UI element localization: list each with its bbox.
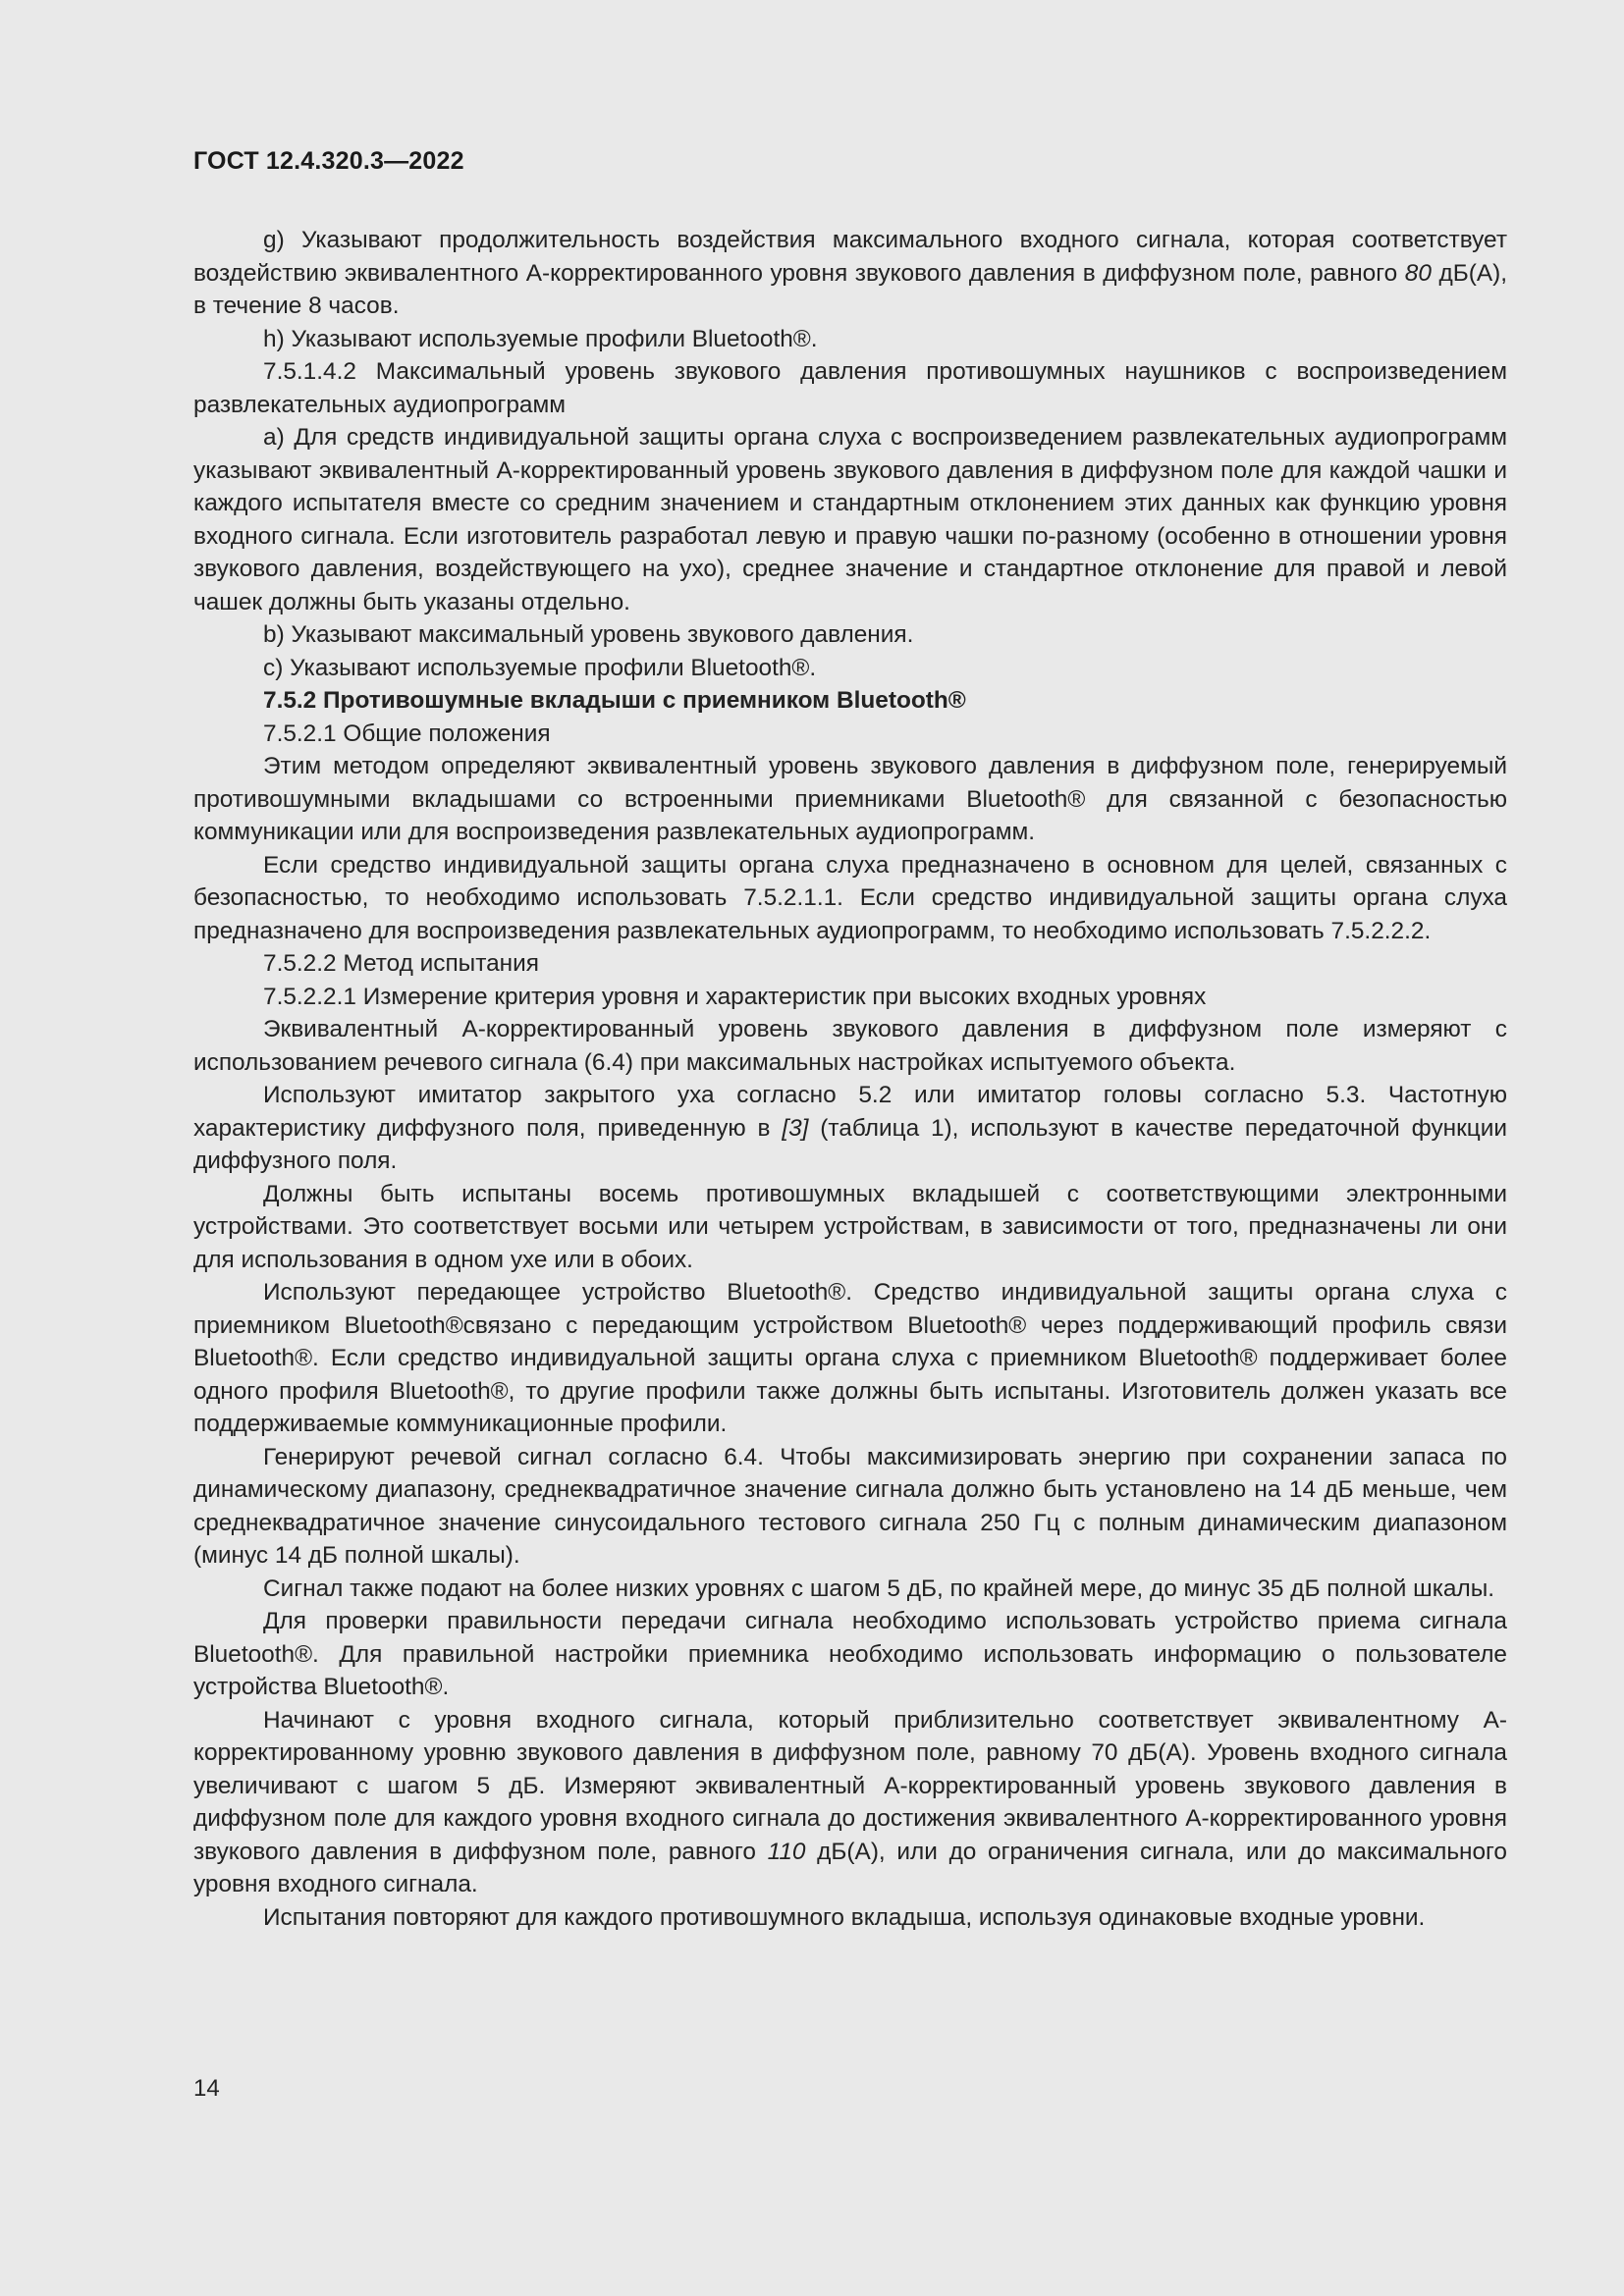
text-fragment: 7.5.1.4.2 Максимальный уровень звукового давления противошумных наушников с воспроизведением развлекательных аудиопрограмм	[193, 358, 1507, 418]
document-body	[193, 224, 1507, 1934]
text-fragment: b) Указывают максимальный уровень звукового давления.	[263, 621, 914, 648]
paragraph-check-transmission	[193, 1605, 1507, 1704]
text-fragment: h) Указывают используемые профили Bluetooth®.	[263, 325, 818, 352]
paragraph-speech-signal	[193, 1013, 1507, 1079]
text-fragment: дБ(А), в течение 8 часов.	[193, 259, 1507, 319]
text-fragment: (таблица 1), используют в качестве передаточной функции диффузного поля.	[193, 1114, 1507, 1174]
text-fragment: Испытания повторяют для каждого противошумного вкладыша, используя одинаковые входные уровни.	[263, 1903, 1426, 1931]
paragraph-clause-7-5-2-2-1	[193, 981, 1507, 1014]
text-fragment: Сигнал также подают на более низких уровнях с шагом 5 дБ, по крайней мере, до минус 35 дБ полной шкалы.	[263, 1575, 1495, 1602]
text-fragment: Этим методом определяют эквивалентный уровень звукового давления в диффузном поле, генерируемый противошумными вкладышами со встроенными приемниками Bluetooth® для связанной с безопасностью коммуникации или для воспроизведения развлекательных аудиопрограмм.	[193, 753, 1507, 845]
paragraph-c-profiles	[193, 652, 1507, 685]
paragraph-eight-plugs	[193, 1178, 1507, 1277]
paragraph-b-max-level	[193, 618, 1507, 652]
text-fragment: 7.5.2.2.1 Измерение критерия уровня и характеристик при высоких входных уровнях	[263, 983, 1207, 1010]
paragraph-a-entertainment	[193, 421, 1507, 618]
text-fragment: Для проверки правильности передачи сигнала необходимо использовать устройство приема сигнала Bluetooth®. Для правильной настройки приемника необходимо использовать информацию о пользователе устройства Bluetooth®.	[193, 1608, 1507, 1700]
text-fragment: Используют передающее устройство Bluetooth®. Средство индивидуальной защиты органа слуха с приемником Bluetooth®связано с передающим устройством Bluetooth® через поддерживающий профиль связи Bluetooth®. Если средство индивидуальной защиты органа слуха с приемником Bluetooth® поддерживает более одного профиля Bluetooth®, то другие профили также должны быть испытаны. Изготовитель должен указать все поддерживаемые коммуникационные профили.	[193, 1279, 1507, 1437]
paragraph-clause-7-5-2-1	[193, 718, 1507, 751]
text-fragment: c) Указывают используемые профили Bluetooth®.	[263, 654, 817, 681]
paragraph-clause-7-5-2	[193, 684, 1507, 718]
text-fragment: Используют имитатор закрытого уха согласно 5.2 или имитатор головы согласно 5.3. Частотную характеристику диффузного поля, приведенную в	[193, 1082, 1507, 1142]
text-fragment: a) Для средств индивидуальной защиты органа слуха с воспроизведением развлекательных аудиопрограмм указывают эквивалентный А-корректированный уровень звукового давления в диффузном поле для каждой чашки и каждого испытателя вместе со средним значением и стандартным отклонением этих данных как функцию уровня входного сигнала. Если изготовитель разработал левую и правую чашки по-разному (особенно в отношении уровня звукового давления, воздействующего на ухо), среднее значение и стандартное отклонение для правой и левой чашек должны быть указаны отдельно.	[193, 424, 1507, 615]
paragraph-generate-speech	[193, 1441, 1507, 1573]
paragraph-method-intro	[193, 750, 1507, 849]
paragraph-simulator	[193, 1079, 1507, 1178]
italic-fragment: [3]	[782, 1114, 809, 1142]
paragraph-transmitter	[193, 1276, 1507, 1441]
text-fragment: Должны быть испытаны восемь противошумных вкладышей с соответствующими электронными устройствами. Это соответствует восьми или четырем устройствам, в зависимости от того, предназначены ли они для использования в одном ухе или в обоих.	[193, 1180, 1507, 1273]
text-fragment: 7.5.2 Противошумные вкладыши с приемником Bluetooth®	[263, 687, 966, 714]
page-number: 14	[193, 2075, 220, 2102]
text-fragment: Если средство индивидуальной защиты органа слуха предназначено в основном для целей, связанных с безопасностью, то необходимо использовать 7.5.2.1.1. Если средство индивидуальной защиты органа слуха предназначено для воспроизведения развлекательных аудиопрограмм, то необходимо использовать 7.5.2.2.2.	[193, 851, 1507, 944]
italic-fragment: 110	[767, 1838, 806, 1865]
paragraph-start-level	[193, 1704, 1507, 1901]
paragraph-g-duration	[193, 224, 1507, 323]
text-fragment: 7.5.2.2 Метод испытания	[263, 950, 539, 977]
paragraph-repeat-tests	[193, 1901, 1507, 1935]
text-fragment: 7.5.2.1 Общие положения	[263, 720, 551, 747]
text-fragment: Генерируют речевой сигнал согласно 6.4. Чтобы максимизировать энергию при сохранении запаса по динамическому диапазону, среднеквадратичное значение сигнала должно быть установлено на 14 дБ меньше, чем среднеквадратичное значение синусоидального тестового сигнала 250 Гц с полным динамическим диапазоном (минус 14 дБ полной шкалы).	[193, 1443, 1507, 1569]
text-fragment: Эквивалентный А-корректированный уровень звукового давления в диффузном поле измеряют с использованием речевого сигнала (6.4) при максимальных настройках испытуемого объекта.	[193, 1016, 1507, 1076]
italic-fragment: 80	[1404, 259, 1432, 287]
paragraph-lower-levels	[193, 1573, 1507, 1606]
paragraph-method-choice	[193, 849, 1507, 948]
text-fragment: g) Указывают продолжительность воздействия максимального входного сигнала, которая соответствует воздействию эквивалентного А-корректированного уровня звукового давления в диффузном поле, равного	[193, 227, 1507, 287]
document-header: ГОСТ 12.4.320.3—2022	[193, 147, 464, 175]
paragraph-clause-7-5-2-2	[193, 947, 1507, 981]
text-fragment: Начинают с уровня входного сигнала, который приблизительно соответствует эквивалентному А-корректированному уровню звукового давления в диффузном поле, равному 70 дБ(А). Уровень входного сигнала увеличивают с шагом 5 дБ. Измеряют эквивалентный А-корректированный уровень звукового давления в диффузном поле для каждого уровня входного сигнала до достижения эквивалентного А-корректированного уровня звукового давления в диффузном поле, равного	[193, 1706, 1507, 1865]
text-fragment: дБ(А), или до ограничения сигнала, или до максимального уровня входного сигнала.	[193, 1838, 1507, 1897]
paragraph-h-profiles	[193, 323, 1507, 356]
paragraph-clause-7-5-1-4-2	[193, 355, 1507, 421]
